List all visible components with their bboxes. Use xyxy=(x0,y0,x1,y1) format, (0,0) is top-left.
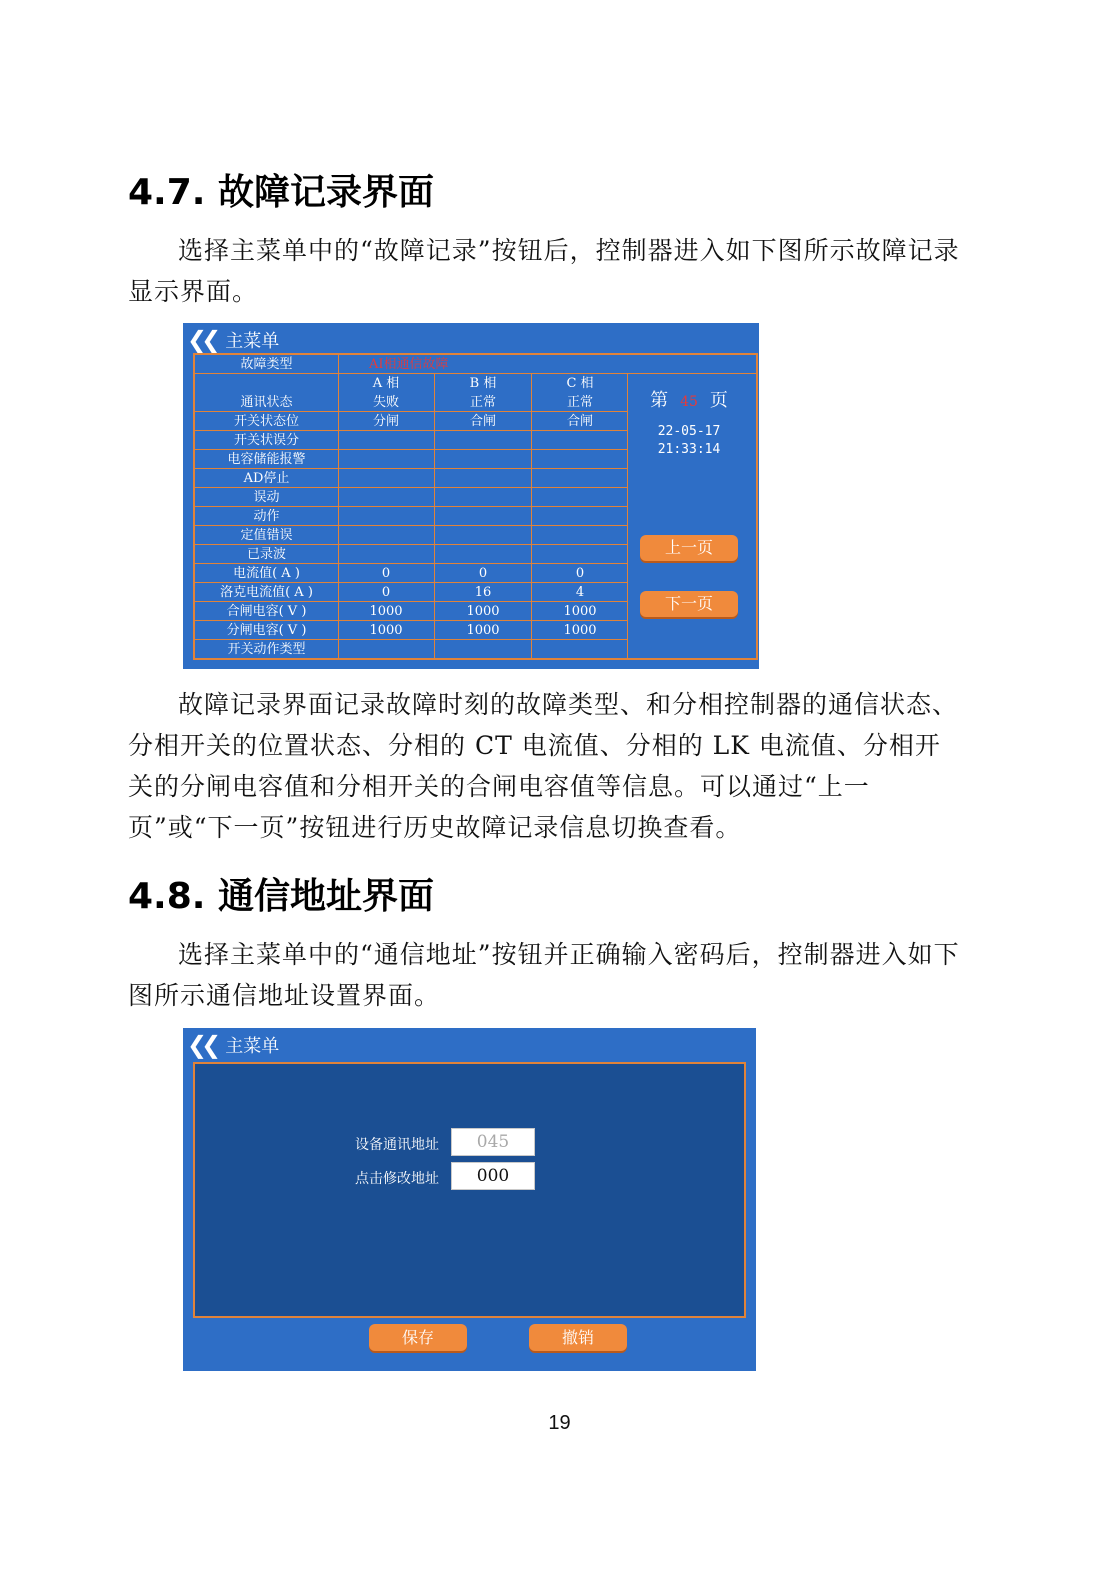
phase-a-value xyxy=(338,469,434,488)
record-date: 22-05-17 xyxy=(657,424,721,439)
phase-a-value xyxy=(338,450,434,469)
phase-b-value xyxy=(435,431,531,450)
phase-a-value xyxy=(338,545,434,564)
page-prefix: 第 xyxy=(650,390,669,411)
phase-b-value xyxy=(435,507,531,526)
row-label: 电容储能报警 xyxy=(227,452,306,467)
phase-c-value: 1000 xyxy=(563,623,597,638)
column-header-a: A 相 xyxy=(372,376,400,391)
phase-c-value xyxy=(532,545,628,564)
phase-c-value: 正常 xyxy=(566,395,593,410)
column-header-b: B 相 xyxy=(469,376,497,391)
fault-type-label: 故障类型 xyxy=(240,357,293,372)
next-page-button[interactable]: 下一页 xyxy=(640,591,738,617)
phase-a-value: 0 xyxy=(381,566,391,581)
cancel-button[interactable]: 撤销 xyxy=(529,1324,627,1351)
fault-type-row xyxy=(195,355,756,374)
double-chevron-left-icon: ❮❮ xyxy=(187,326,216,354)
phase-a-value: 0 xyxy=(381,585,391,600)
row-label: 合闸电容( V ) xyxy=(226,604,307,619)
phase-b-value: 0 xyxy=(478,566,488,581)
grid-line xyxy=(531,374,532,658)
phase-b-value: 16 xyxy=(474,585,492,600)
device-address-field: 045 xyxy=(451,1128,535,1156)
table-row xyxy=(195,488,634,507)
phase-c-value: 4 xyxy=(575,585,585,600)
row-label: 开关状态位 xyxy=(233,414,299,429)
page-number: 45 xyxy=(680,394,698,410)
fault-record-table xyxy=(193,353,758,660)
phase-b-value: 合闸 xyxy=(469,414,496,429)
table-row xyxy=(195,507,634,526)
section-4-7-description: 故障记录界面记录故障时刻的故障类型、和分相控制器的通信状态、分相开关的位置状态、分相的 CT 电流值、分相的 LK 电流值、分相开关的分闸电容值和分相开关的合闸电容值等信息。可以通过“上一页”或“下一页”按钮进行历史故障记录信息切换查看。 xyxy=(128,690,959,842)
table-row xyxy=(195,545,634,564)
phase-a-value: 1000 xyxy=(369,604,403,619)
section-heading-4-7: 4.7. 故障记录界面 xyxy=(128,172,434,213)
row-label: 已录波 xyxy=(246,547,286,562)
phase-a-value xyxy=(338,526,434,545)
fault-record-screen xyxy=(183,323,759,669)
back-to-main-menu-button[interactable] xyxy=(187,1031,279,1059)
section-4-8-intro: 选择主菜单中的“通信地址”按钮并正确输入密码后，控制器进入如下图所示通信地址设置界面。 xyxy=(128,940,960,1010)
save-button[interactable]: 保存 xyxy=(369,1324,467,1351)
grid-line xyxy=(434,374,435,658)
phase-c-value xyxy=(532,507,628,526)
phase-b-value: 1000 xyxy=(466,623,500,638)
modify-address-field[interactable]: 000 xyxy=(451,1162,535,1190)
row-label: 分闸电容( V ) xyxy=(226,623,307,638)
table-row xyxy=(195,469,634,488)
row-label: 动作 xyxy=(253,509,280,524)
phase-b-value xyxy=(435,526,531,545)
double-chevron-left-icon: ❮❮ xyxy=(187,1031,216,1059)
table-row xyxy=(195,526,634,545)
row-label: 洛克电流值( A ) xyxy=(220,585,313,600)
phase-c-value: 0 xyxy=(575,566,585,581)
phase-c-value: 1000 xyxy=(563,604,597,619)
device-address-label: 设备通讯地址 xyxy=(355,1137,439,1153)
table-row xyxy=(195,450,634,469)
back-to-main-menu-button[interactable] xyxy=(187,326,279,354)
record-time: 21:33:14 xyxy=(657,442,721,457)
phase-b-value xyxy=(435,545,531,564)
modify-address-label: 点击修改地址 xyxy=(355,1171,439,1187)
phase-c-value xyxy=(532,640,628,659)
back-label: 主菜单 xyxy=(225,331,280,352)
phase-c-value xyxy=(532,488,628,507)
table-row xyxy=(195,393,634,412)
phase-c-value xyxy=(532,431,628,450)
table-row xyxy=(195,412,634,431)
row-label: AD停止 xyxy=(243,471,290,486)
phase-b-value: 1000 xyxy=(466,604,500,619)
side-panel xyxy=(628,374,750,658)
fault-type-value: AI相通信故障 xyxy=(369,357,449,372)
phase-a-value xyxy=(338,640,434,659)
phase-b-value: 正常 xyxy=(469,395,496,410)
phase-b-value xyxy=(435,469,531,488)
table-row xyxy=(195,621,634,640)
row-label: 开关状误分 xyxy=(233,433,299,448)
column-header-c: C 相 xyxy=(566,376,594,391)
phase-a-value: 1000 xyxy=(369,623,403,638)
row-label: 通讯状态 xyxy=(240,395,293,410)
phase-c-value xyxy=(532,450,628,469)
row-label: 误动 xyxy=(253,490,280,505)
row-label: 电流值( A ) xyxy=(233,566,300,581)
phase-a-value xyxy=(338,431,434,450)
phase-b-value xyxy=(435,450,531,469)
page-number-footer: 19 xyxy=(548,1412,571,1434)
row-label: 定值错误 xyxy=(240,528,293,543)
back-label: 主菜单 xyxy=(225,1036,280,1057)
row-label: 开关动作类型 xyxy=(227,642,306,657)
table-row xyxy=(195,640,634,659)
phase-c-value xyxy=(532,526,628,545)
table-row xyxy=(195,583,634,602)
phase-c-value: 合闸 xyxy=(566,414,593,429)
phase-a-value xyxy=(338,507,434,526)
table-row xyxy=(195,564,634,583)
prev-page-button[interactable]: 上一页 xyxy=(640,535,738,561)
table-row xyxy=(195,431,634,450)
phase-c-value xyxy=(532,469,628,488)
section-4-7-intro: 选择主菜单中的“故障记录”按钮后，控制器进入如下图所示故障记录显示界面。 xyxy=(128,236,960,306)
table-row xyxy=(195,602,634,621)
phase-a-value: 失败 xyxy=(372,395,399,410)
phase-b-value xyxy=(435,488,531,507)
phase-a-value: 分闸 xyxy=(372,414,399,429)
page-indicator xyxy=(628,386,750,412)
grid-line xyxy=(338,355,339,658)
phase-a-value xyxy=(338,488,434,507)
phase-b-value xyxy=(435,640,531,659)
address-panel xyxy=(193,1062,746,1318)
section-heading-4-8: 4.8. 通信地址界面 xyxy=(128,876,434,917)
page-suffix: 页 xyxy=(709,390,728,411)
comm-address-screen xyxy=(183,1028,756,1371)
